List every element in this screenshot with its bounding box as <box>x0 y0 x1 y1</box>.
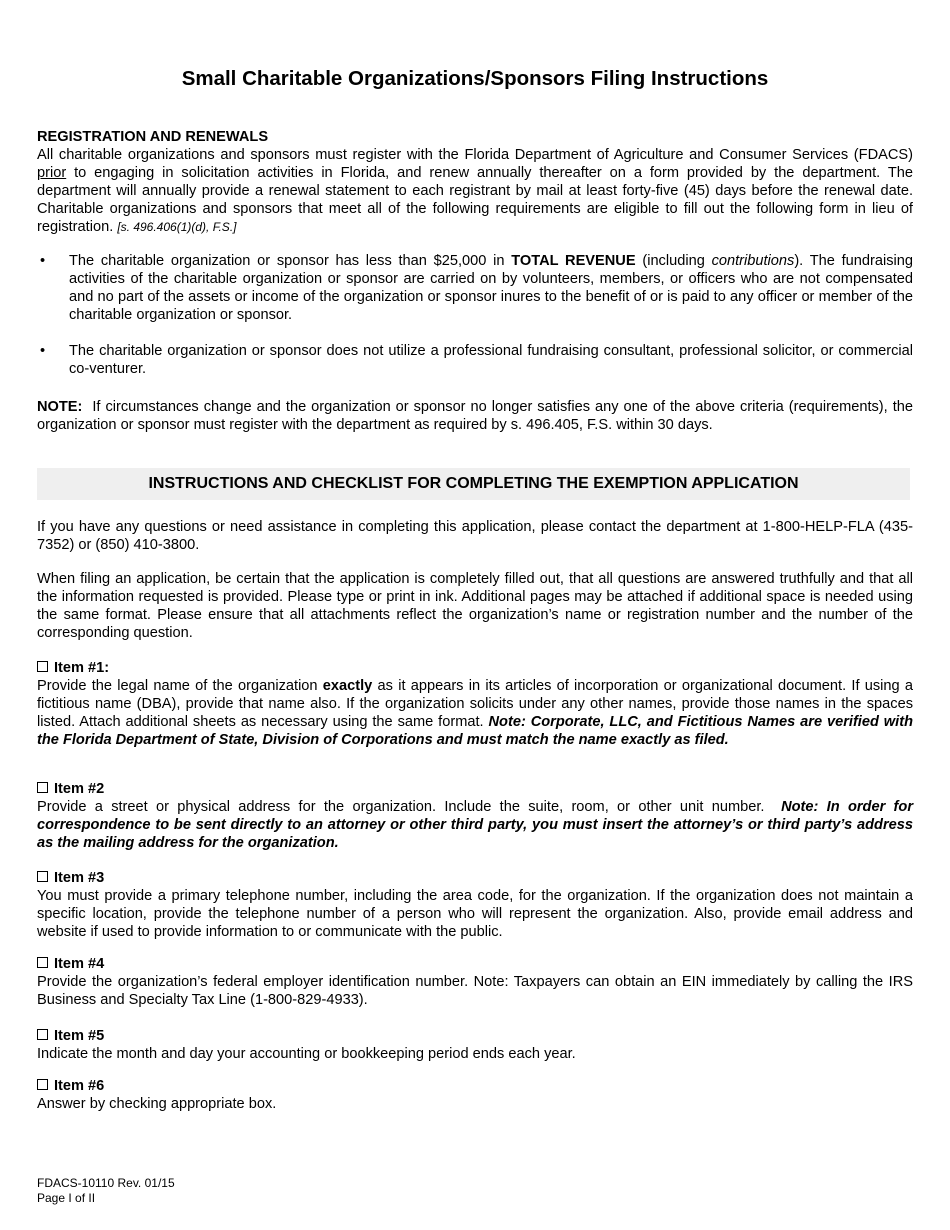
total-revenue-bold: TOTAL REVENUE <box>511 253 636 269</box>
prior-underlined: prior <box>37 165 67 181</box>
list-item <box>37 342 913 378</box>
item-2-note: Note: In order for correspondence to be sent directly to an attorney or other third party, you must insert the attorney’s or third party’s address as the mailing address for the organization. <box>37 799 913 851</box>
item-1-header <box>37 659 913 677</box>
bullet-icon: • <box>40 253 46 269</box>
bullet-1-text-c: ). The fundraising activities of the charitable organization or sponsor are carried on by volunteers, members, or officers who are not compensated and no part of the assets or income of the organization or sponsor inures to the benefit of or is paid to any officer or member of the charitable organization or sponsor. <box>69 253 913 323</box>
contributions-italic: contributions <box>711 253 795 269</box>
note-paragraph <box>37 398 913 434</box>
eligibility-list <box>37 252 913 396</box>
registration-text-2: to engaging in solicitation activities in Florida, and renew annually thereafter on a form provided by the department. The department will annually provide a renewal statement to each registrant by mail at least forty-five (45) days before the renewal date. Charitable organizations and sponsors that meet all of the following requirements are eligible to fill out the following form in lieu of registration. <box>37 165 913 235</box>
bullet-1-text-b: (including <box>642 253 705 269</box>
item-5-body: Indicate the month and day your accounting or bookkeeping period ends each year. <box>37 1046 576 1062</box>
checkbox-icon[interactable] <box>37 1029 48 1040</box>
page-title: Small Charitable Organizations/Sponsors Filing Instructions <box>181 67 769 90</box>
item-4 <box>37 955 913 1009</box>
item-2-body <box>37 798 913 852</box>
item-2-header <box>37 780 913 798</box>
item-6-body: Answer by checking appropriate box. <box>37 1096 277 1112</box>
statute-citation: [s. 496.406(1)(d), F.S.] <box>117 220 237 234</box>
item-4-header <box>37 955 913 973</box>
note-text: If circumstances change and the organization or sponsor no longer satisfies any one of the above criteria (requirements), the organization or sponsor must register with the department as required by s. 496.405, F.S. within 30 days. <box>37 399 913 433</box>
item-3-header <box>37 869 913 887</box>
checkbox-icon[interactable] <box>37 1079 48 1090</box>
contact-paragraph: If you have any questions or need assistance in completing this application, please contact the department at 1-800-HELP-FLA (435-7352) or (850) 410-3800. <box>37 519 913 553</box>
list-item <box>37 252 913 324</box>
instructions-banner: INSTRUCTIONS AND CHECKLIST FOR COMPLETING THE EXEMPTION APPLICATION <box>37 468 910 500</box>
item-5-header <box>37 1027 913 1045</box>
registration-paragraph <box>37 146 913 236</box>
item-1 <box>37 659 913 749</box>
registration-text-1: All charitable organizations and sponsors must register with the Florida Department of Agriculture and Consumer Services (FDACS) <box>37 147 913 163</box>
item-4-body: Provide the organization’s federal employer identification number. Note: Taxpayers can obtain an EIN immediately by calling the IRS Business and Specialty Tax Line (1-800-829-4933). <box>37 974 913 1008</box>
item-1-note: Note: Corporate, LLC, and Fictitious Names are verified with the Florida Department of State, Division of Corporations and must match the name exactly as filed. <box>37 714 913 748</box>
bullet-2-text: The charitable organization or sponsor does not utilize a professional fundraising consultant, professional solicitor, or commercial co-venturer. <box>69 343 913 377</box>
item-6-header <box>37 1077 913 1095</box>
filing-paragraph: When filing an application, be certain that the application is completely filled out, that all questions are answered truthfully and that all the information requested is provided. Please type or print in ink. Additional pages may be attached if additional space is needed using the same format. Please ensure that all attachments reflect the organization’s name or registration number and the number of the corresponding question. <box>37 571 913 641</box>
page-number: Page I of II <box>37 1190 96 1205</box>
item-1-label: Item #1: <box>54 660 110 676</box>
checkbox-icon[interactable] <box>37 957 48 968</box>
item-1-text-b: as it appears in its articles of incorporation or organizational document. If using a fictitious name (DBA), provide that name also. If the organization solicits under any other names, provide those names in the spaces listed. Attach additional sheets as necessary using the same format. <box>37 678 913 730</box>
bullet-icon: • <box>40 343 46 359</box>
item-1-text-a: Provide the legal name of the organization <box>37 678 318 694</box>
checkbox-icon[interactable] <box>37 871 48 882</box>
item-3 <box>37 869 913 941</box>
exactly-bold: exactly <box>322 678 373 694</box>
item-1-body <box>37 677 913 749</box>
form-number: FDACS-10110 Rev. 01/15 <box>37 1176 175 1190</box>
registration-heading: REGISTRATION AND RENEWALS <box>37 129 269 145</box>
item-5-label: Item #5 <box>54 1028 105 1044</box>
item-6 <box>37 1077 913 1113</box>
item-2-text: Provide a street or physical address for the organization. Include the suite, room, or other unit number. <box>37 799 765 815</box>
checkbox-icon[interactable] <box>37 782 48 793</box>
checkbox-icon[interactable] <box>37 661 48 672</box>
item-3-label: Item #3 <box>54 870 105 886</box>
item-3-body: You must provide a primary telephone number, including the area code, for the organization. If the organization does not maintain a specific location, provide the telephone number of a person who will represent the organization. Also, provide email address and website if used to provide information to or communicate with the public. <box>37 888 913 940</box>
note-label: NOTE: <box>37 399 83 415</box>
item-2-label: Item #2 <box>54 781 105 797</box>
registration-section <box>37 128 913 236</box>
bullet-1-text-a: The charitable organization or sponsor has less than $25,000 in <box>69 253 505 269</box>
item-5 <box>37 1027 913 1063</box>
item-6-label: Item #6 <box>54 1078 105 1094</box>
item-2 <box>37 780 913 852</box>
page-footer <box>37 1176 175 1205</box>
item-4-label: Item #4 <box>54 956 105 972</box>
